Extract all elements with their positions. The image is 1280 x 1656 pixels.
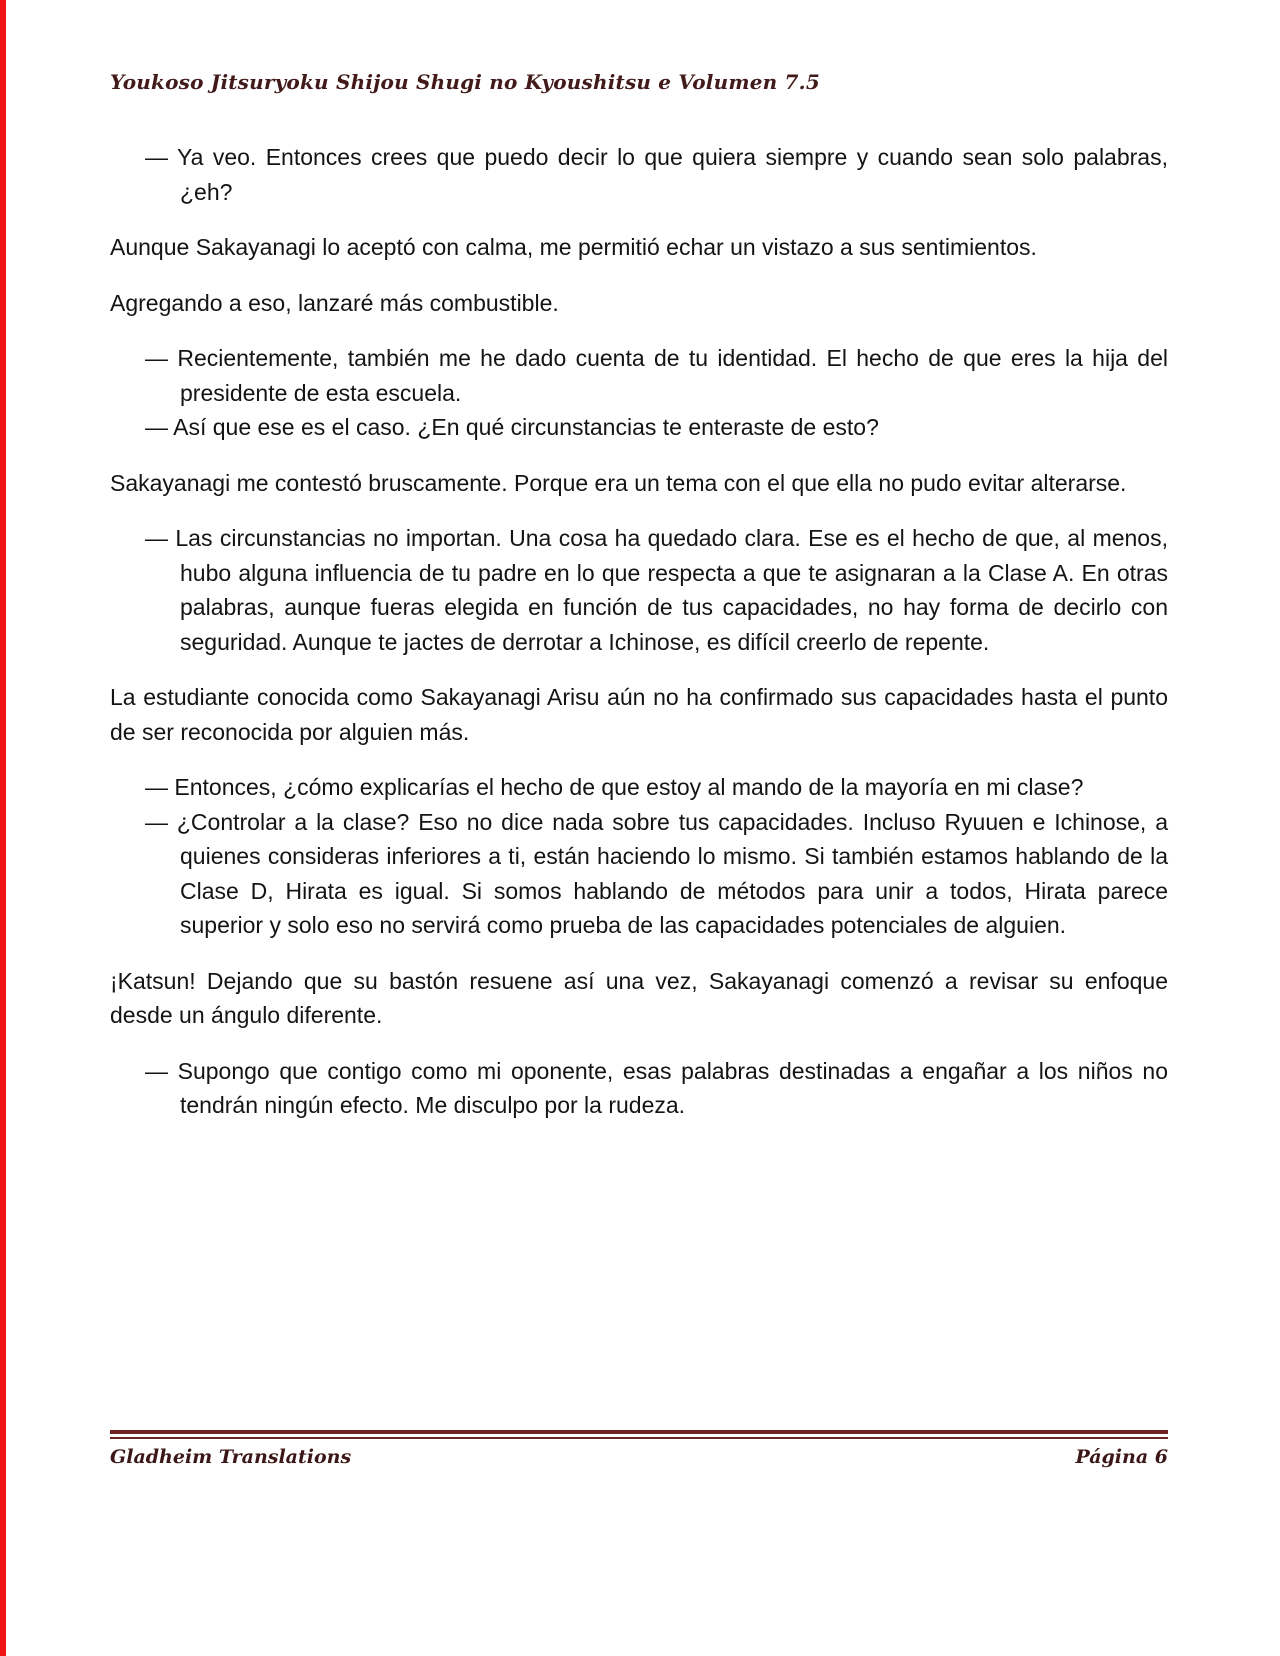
footer-row — [110, 1446, 1168, 1468]
footer-translator-credit: Gladheim Translations — [110, 1446, 352, 1468]
page-content — [110, 70, 1168, 1123]
footer-page-number: Página 6 — [1075, 1446, 1168, 1468]
page-header-title: Youkoso Jitsuryoku Shijou Shugi no Kyoushitsu e Volumen 7.5 — [110, 70, 820, 94]
dialogue-paragraph: — Ya veo. Entonces crees que puedo decir lo que quiera siempre y cuando sean solo palabras, ¿eh? — [145, 144, 1168, 205]
dialogue-paragraph: — ¿Controlar a la clase? Eso no dice nada sobre tus capacidades. Incluso Ryuuen e Ichinose, a quienes consideras inferiores a ti, están haciendo lo mismo. Si también estamos hablando de la Clase D, Hirata es igual. Si somos hablando de métodos para unir a todos, Hirata parece superior y solo eso no servirá como prueba de las capacidades potenciales de alguien. — [145, 808, 1168, 938]
body-paragraph: Aunque Sakayanagi lo aceptó con calma, me permitió echar un vistazo a sus sentimientos. — [110, 234, 1037, 260]
dialogue-paragraph: — Así que ese es el caso. ¿En qué circunstancias te enteraste de esto? — [145, 414, 879, 440]
page-footer — [110, 1430, 1168, 1468]
footer-divider — [110, 1430, 1168, 1439]
dialogue-paragraph: — Recientemente, también me he dado cuenta de tu identidad. El hecho de que eres la hija del presidente de esta escuela. — [145, 345, 1168, 406]
body-paragraph: ¡Katsun! Dejando que su bastón resuene así una vez, Sakayanagi comenzó a revisar su enfoque desde un ángulo diferente. — [110, 967, 1168, 1028]
page-body — [110, 140, 1168, 1123]
body-paragraph: Agregando a eso, lanzaré más combustible. — [110, 289, 559, 316]
page-header — [110, 70, 1168, 94]
body-paragraph: La estudiante conocida como Sakayanagi Arisu aún no ha confirmado sus capacidades hasta el punto de ser reconocida por alguien más. — [110, 684, 1168, 745]
left-margin-stripe — [0, 0, 6, 1656]
body-paragraph: Sakayanagi me contestó bruscamente. Porque era un tema con el que ella no pudo evitar alterarse. — [110, 469, 1127, 496]
dialogue-paragraph: — Entonces, ¿cómo explicarías el hecho de que estoy al mando de la mayoría en mi clase? — [145, 774, 1084, 800]
dialogue-paragraph: — Las circunstancias no importan. Una cosa ha quedado clara. Ese es el hecho de que, al menos, hubo alguna influencia de tu padre en lo que respecta a que te asignaran a la Clase A. En otras palabras, aunque fueras elegida en función de tus capacidades, no hay forma de decirlo con seguridad. Aunque te jactes de derrotar a Ichinose, es difícil creerlo de repente. — [145, 525, 1168, 655]
dialogue-paragraph: — Supongo que contigo como mi oponente, esas palabras destinadas a engañar a los niños no tendrán ningún efecto. Me disculpo por la rudeza. — [145, 1057, 1168, 1118]
